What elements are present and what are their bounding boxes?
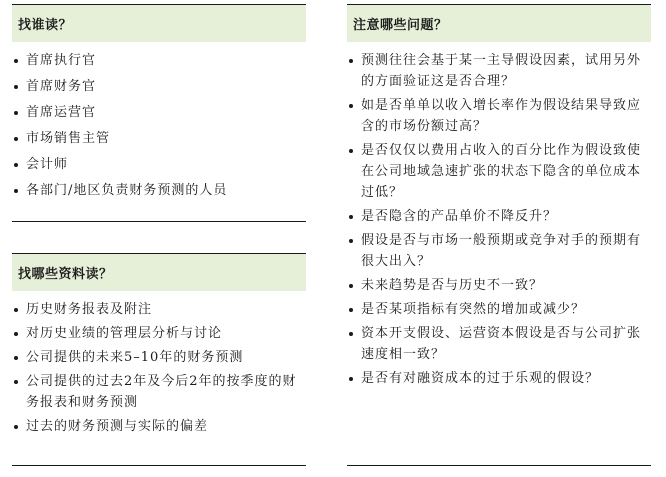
list-item: 首席执行官	[12, 50, 306, 72]
list-item: 预测往往会基于某一主导假设因素，试用另外的方面验证这是否合理？	[347, 50, 651, 92]
issues-panel	[347, 4, 651, 392]
list-item: 公司提供的过去2年及今后2年的按季度的财务报表和财务预测	[12, 371, 306, 413]
list-item: 是否有对融资成本的过于乐观的假设？	[347, 368, 651, 389]
what-reads-divider	[12, 465, 306, 466]
list-item: 首席运营官	[12, 102, 306, 124]
list-item: 公司提供的未来5–10年的财务预测	[12, 347, 306, 368]
list-item: 资本开支假设、运营资本假设是否与公司扩张速度相一致？	[347, 323, 651, 365]
list-item: 首席财务官	[12, 76, 306, 98]
list-item: 是否某项指标有突然的增加或减少？	[347, 299, 651, 320]
what-reads-panel	[12, 253, 306, 440]
list-item: 是否隐含的产品单价不降反升？	[347, 206, 651, 227]
who-reads-title: 找谁读？	[12, 4, 306, 42]
list-item: 如是否单单以收入增长率作为假设结果导致应含的市场份额过高？	[347, 95, 651, 137]
who-reads-list	[12, 50, 306, 202]
issues-list	[347, 50, 651, 389]
issues-divider	[347, 465, 651, 466]
list-item: 假设是否与市场一般预期或竞争对手的预期有很大出入？	[347, 230, 651, 272]
issues-title: 注意哪些问题？	[347, 4, 651, 42]
list-item: 会计师	[12, 154, 306, 176]
list-item: 对历史业绩的管理层分析与讨论	[12, 323, 306, 344]
list-item: 是否仅仅以费用占收入的百分比作为假设致使在公司地域急速扩张的状态下隐含的单位成本过低？	[347, 140, 651, 203]
list-item: 市场销售主管	[12, 128, 306, 150]
list-item: 未来趋势是否与历史不一致？	[347, 275, 651, 296]
list-item: 历史财务报表及附注	[12, 299, 306, 320]
what-reads-title: 找哪些资料读？	[12, 253, 306, 291]
who-reads-panel	[12, 4, 306, 206]
what-reads-list	[12, 299, 306, 437]
list-item: 各部门/地区负责财务预测的人员	[12, 180, 306, 202]
list-item: 过去的财务预测与实际的偏差	[12, 416, 306, 437]
who-reads-divider	[12, 221, 306, 222]
